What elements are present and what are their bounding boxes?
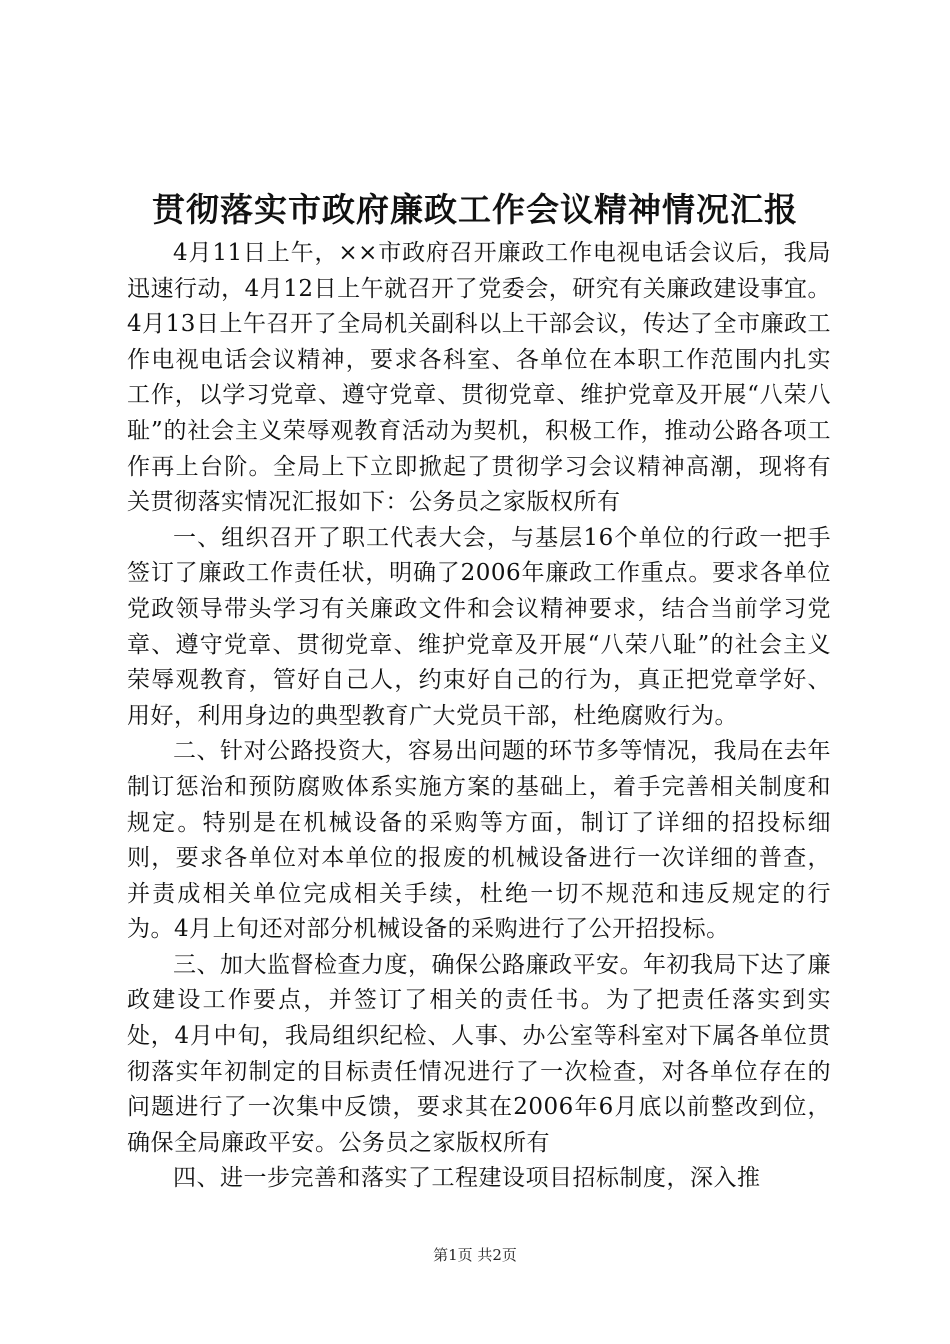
document-title: 贯彻落实市政府廉政工作会议精神情况汇报 [152,190,798,229]
paragraph-section-4: 四、进一步完善和落实了工程建设项目招标制度，深入推 [173,1165,761,1192]
paragraph-intro: 4月11日上午，××市政府召开廉政工作电视电话会议后，我局迅速行动，4月12日上午就召开了党委会，研究有关廉政建设事宜。4月13日上午召开了全局机关副科以上干部会议，传达了全市廉政工作电视电话会议精神，要求各科室、各单位在本职工作范围内扎实工作，以学习党章、遵守党章、贯彻党章、维护党章及开展“八荣八耻”的社会主义荣辱观教育活动为契机，积极工作，推动公路各项工作再上台阶。全局上下立即掀起了贯彻学习会议精神高潮，现将有关贯彻落实情况汇报如下：公务员之家版权所有 [127,240,831,516]
page-number: 第1页 共2页 [433,1246,517,1264]
paragraph-section-3: 三、加大监督检查力度，确保公路廉政平安。年初我局下达了廉政建设工作要点，并签订了相关的责任书。为了把责任落实到实处，4月中旬，我局组织纪检、人事、办公室等科室对下属各单位贯彻落实年初制定的目标责任情况进行了一次检查，对各单位存在的问题进行了一次集中反馈，要求其在2006年6月底以前整改到位，确保全局廉政平安。公务员之家版权所有 [127,951,831,1156]
document-body [127,236,831,1197]
paragraph-section-2: 二、针对公路投资大，容易出问题的环节多等情况，我局在去年制订惩治和预防腐败体系实施方案的基础上，着手完善相关制度和规定。特别是在机械设备的采购等方面，制订了详细的招投标细则，要求各单位对本单位的报废的机械设备进行一次详细的普查，并责成相关单位完成相关手续，杜绝一切不规范和违反规定的行为。4月上旬还对部分机械设备的采购进行了公开招投标。 [127,738,831,943]
paragraph-section-1: 一、组织召开了职工代表大会，与基层16个单位的行政一把手签订了廉政工作责任状，明确了2006年廉政工作重点。要求各单位党政领导带头学习有关廉政文件和会议精神要求，结合当前学习党章、遵守党章、贯彻党章、维护党章及开展“八荣八耻”的社会主义荣辱观教育，管好自己人，约束好自己的行为，真正把党章学好、用好，利用身边的典型教育广大党员干部，杜绝腐败行为。 [127,524,831,729]
